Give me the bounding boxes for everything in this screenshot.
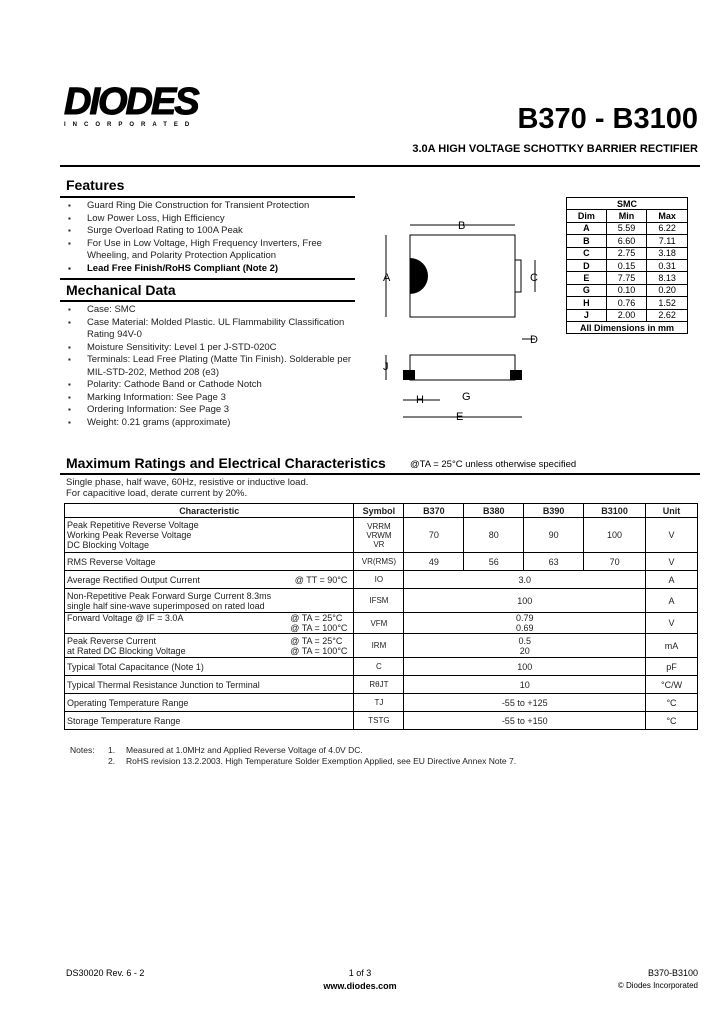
divider bbox=[60, 473, 700, 475]
characteristic: Peak Reverse Current at Rated DC Blocking Voltage bbox=[67, 635, 186, 656]
characteristic: Typical Total Capacitance (Note 1) bbox=[67, 661, 204, 672]
notes-label: Notes: bbox=[70, 745, 95, 755]
symbol-cell: VR(RMS) bbox=[354, 553, 404, 571]
dimension-cell: 2.75 bbox=[606, 247, 647, 259]
characteristic-cell bbox=[65, 571, 354, 589]
features-list bbox=[60, 200, 355, 275]
symbol-cell: IFSM bbox=[354, 589, 404, 613]
characteristic-cell bbox=[65, 613, 354, 634]
symbol-cell: RθJT bbox=[354, 676, 404, 694]
table-row bbox=[65, 694, 698, 712]
mechanical-item: ▪ Terminals: Lead Free Plating (Matte Tin Finish). Solderable per MIL-STD-202, Method 208 (e3) bbox=[60, 354, 355, 379]
dim-label-b: B bbox=[458, 220, 466, 232]
doc-number: DS30020 Rev. 6 - 2 bbox=[66, 968, 145, 978]
condition: @ TA = 25°C @ TA = 100°C bbox=[290, 635, 348, 656]
value-cell: 10 bbox=[404, 676, 646, 694]
dimension-cell: 0.31 bbox=[647, 259, 688, 271]
value-cell: 0.5 20 bbox=[404, 634, 646, 658]
svg-text:H: H bbox=[416, 394, 424, 406]
dimension-cell: 1.52 bbox=[647, 297, 688, 309]
logo-text: DIODES bbox=[64, 81, 198, 123]
characteristic: Storage Temperature Range bbox=[67, 715, 181, 726]
value-cell: 100 bbox=[404, 589, 646, 613]
svg-text:J: J bbox=[383, 361, 389, 373]
value-cell: 70 bbox=[584, 553, 646, 571]
dimension-cell: 7.11 bbox=[647, 235, 688, 247]
part-title: B370 - B3100 bbox=[517, 103, 698, 135]
dimension-cell: H bbox=[567, 297, 607, 309]
dimension-row bbox=[567, 235, 688, 247]
feature-item: ▪ Surge Overload Rating to 100A Peak bbox=[60, 225, 355, 238]
value-cell: 90 bbox=[524, 518, 584, 553]
symbol-cell: IRM bbox=[354, 634, 404, 658]
svg-text:C: C bbox=[530, 272, 538, 284]
dimension-cell: C bbox=[567, 247, 607, 259]
dimension-cell: 8.13 bbox=[647, 272, 688, 284]
dimension-cell: 0.10 bbox=[606, 284, 647, 296]
dimension-row bbox=[567, 259, 688, 271]
value-cell: 3.0 bbox=[404, 571, 646, 589]
table-row bbox=[65, 553, 698, 571]
value-cell: 63 bbox=[524, 553, 584, 571]
unit-cell: °C/W bbox=[646, 676, 698, 694]
copyright: © Diodes Incorporated bbox=[617, 981, 698, 990]
table-row bbox=[65, 676, 698, 694]
value-cell: -55 to +125 bbox=[404, 694, 646, 712]
symbol-cell: VFM bbox=[354, 613, 404, 634]
unit-cell: V bbox=[646, 613, 698, 634]
dimension-cell: 3.18 bbox=[647, 247, 688, 259]
unit-cell: °C bbox=[646, 712, 698, 730]
dimension-cell: 2.62 bbox=[647, 309, 688, 321]
value-cell: 70 bbox=[404, 518, 464, 553]
dimension-row bbox=[567, 222, 688, 234]
dimension-cell: G bbox=[567, 284, 607, 296]
col-header: Min bbox=[606, 210, 647, 222]
ratings-condition: @TA = 25°C unless otherwise specified bbox=[410, 459, 577, 470]
characteristic: Peak Repetitive Reverse Voltage Working Peak Reverse Voltage DC Blocking Voltage bbox=[67, 520, 199, 550]
col-header: Dim bbox=[567, 210, 607, 222]
note-text: Measured at 1.0MHz and Applied Reverse Voltage of 4.0V DC. bbox=[126, 745, 363, 755]
characteristic: Operating Temperature Range bbox=[67, 697, 189, 708]
unit-cell: pF bbox=[646, 658, 698, 676]
characteristic: Average Rectified Output Current bbox=[67, 574, 200, 585]
condition: @ TA = 25°C @ TA = 100°C bbox=[290, 613, 348, 633]
characteristic-cell bbox=[65, 676, 354, 694]
dimension-cell: 7.75 bbox=[606, 272, 647, 284]
notes-list bbox=[108, 745, 516, 767]
mechanical-item: ▪ Ordering Information: See Page 3 bbox=[60, 404, 355, 417]
value-cell: 100 bbox=[584, 518, 646, 553]
unit-cell: V bbox=[646, 518, 698, 553]
characteristic-cell bbox=[65, 658, 354, 676]
intro-line: For capacitive load, derate current by 20%. bbox=[66, 488, 248, 499]
unit-cell: mA bbox=[646, 634, 698, 658]
unit-cell: °C bbox=[646, 694, 698, 712]
value-cell: 100 bbox=[404, 658, 646, 676]
svg-text:G: G bbox=[462, 391, 471, 403]
characteristic-cell bbox=[65, 634, 354, 658]
dimension-row bbox=[567, 284, 688, 296]
mechanical-item: ▪ Case Material: Molded Plastic. UL Flammability Classification Rating 94V-0 bbox=[60, 317, 355, 342]
characteristic: Non-Repetitive Peak Forward Surge Current 8.3ms single half sine-wave superimposed on rated load bbox=[67, 590, 272, 611]
col-header: Characteristic bbox=[65, 504, 354, 518]
dimensions-table bbox=[566, 197, 688, 334]
dimension-cell: 0.20 bbox=[647, 284, 688, 296]
col-header: B390 bbox=[524, 504, 584, 518]
table-row bbox=[65, 712, 698, 730]
dimension-cell: 5.59 bbox=[606, 222, 647, 234]
symbol-cell: TJ bbox=[354, 694, 404, 712]
package-name: SMC bbox=[567, 198, 688, 210]
svg-text:A: A bbox=[383, 272, 391, 284]
dimension-cell: B bbox=[567, 235, 607, 247]
website-link[interactable]: www.diodes.com bbox=[323, 981, 397, 991]
characteristic-cell bbox=[65, 553, 354, 571]
col-header: B370 bbox=[404, 504, 464, 518]
mechanical-item: ▪ Polarity: Cathode Band or Cathode Notch bbox=[60, 379, 355, 392]
part-subtitle: 3.0A HIGH VOLTAGE SCHOTTKY BARRIER RECTIFIER bbox=[412, 143, 698, 155]
symbol-cell: IO bbox=[354, 571, 404, 589]
dimension-cell: 0.15 bbox=[606, 259, 647, 271]
col-header: Symbol bbox=[354, 504, 404, 518]
feature-item: ▪ Guard Ring Die Construction for Transient Protection bbox=[60, 200, 355, 213]
mechanical-item: ▪ Marking Information: See Page 3 bbox=[60, 392, 355, 405]
symbol-cell: C bbox=[354, 658, 404, 676]
mechanical-item: ▪ Case: SMC bbox=[60, 304, 355, 317]
page-number: 1 of 3 bbox=[348, 968, 372, 978]
condition: @ TT = 90°C bbox=[294, 574, 348, 585]
feature-item: ▪ Low Power Loss, High Efficiency bbox=[60, 213, 355, 226]
note-number: 2. bbox=[108, 756, 116, 766]
symbol-cell: TSTG bbox=[354, 712, 404, 730]
diodes-logo bbox=[64, 81, 229, 128]
dimension-cell: J bbox=[567, 309, 607, 321]
dimension-cell: 2.00 bbox=[606, 309, 647, 321]
col-header: Unit bbox=[646, 504, 698, 518]
svg-text:D: D bbox=[530, 334, 538, 346]
dimension-row bbox=[567, 309, 688, 321]
footer-part: B370-B3100 bbox=[647, 968, 698, 978]
feature-item: ▪ For Use in Low Voltage, High Frequency Inverters, Free Wheeling, and Polarity Protection Application bbox=[60, 238, 355, 263]
unit-cell: A bbox=[646, 589, 698, 613]
table-row bbox=[65, 518, 698, 553]
mechanical-list bbox=[60, 304, 355, 429]
divider bbox=[60, 278, 355, 280]
value-cell: 0.79 0.69 bbox=[404, 613, 646, 634]
characteristic-cell bbox=[65, 694, 354, 712]
mechanical-item: ▪ Weight: 0.21 grams (approximate) bbox=[60, 417, 355, 430]
package-outline-diagram bbox=[370, 205, 560, 435]
note-item bbox=[108, 745, 516, 756]
characteristic-cell bbox=[65, 712, 354, 730]
dimension-cell: 0.76 bbox=[606, 297, 647, 309]
characteristic: Forward Voltage @ IF = 3.0A bbox=[67, 613, 184, 623]
dimension-row bbox=[567, 247, 688, 259]
value-cell: 56 bbox=[464, 553, 524, 571]
dimension-row bbox=[567, 272, 688, 284]
characteristic-cell bbox=[65, 518, 354, 553]
col-header: B380 bbox=[464, 504, 524, 518]
table-row bbox=[65, 571, 698, 589]
svg-text:E: E bbox=[456, 411, 464, 423]
unit-cell: A bbox=[646, 571, 698, 589]
ratings-heading: Maximum Ratings and Electrical Characteristics bbox=[66, 455, 386, 471]
mechanical-heading: Mechanical Data bbox=[66, 282, 176, 298]
dimension-cell: 6.22 bbox=[647, 222, 688, 234]
note-item bbox=[108, 756, 516, 767]
characteristic: Typical Thermal Resistance Junction to Terminal bbox=[67, 679, 260, 690]
value-cell: 80 bbox=[464, 518, 524, 553]
table-row bbox=[65, 613, 698, 634]
dimensions-footer: All Dimensions in mm bbox=[567, 321, 688, 333]
note-text: RoHS revision 13.2.2003. High Temperature Solder Exemption Applied, see EU Directive Annex Note 7. bbox=[126, 756, 517, 766]
symbol-cell: VRRM VRWM VR bbox=[354, 518, 404, 553]
characteristic-cell bbox=[65, 589, 354, 613]
table-row bbox=[65, 634, 698, 658]
divider bbox=[60, 300, 355, 302]
dimension-cell: 6.60 bbox=[606, 235, 647, 247]
table-row bbox=[65, 658, 698, 676]
logo-subtext: INCORPORATED bbox=[64, 122, 197, 128]
divider bbox=[60, 165, 700, 167]
table-row bbox=[65, 589, 698, 613]
features-heading: Features bbox=[66, 177, 125, 193]
feature-item: ▪ Lead Free Finish/RoHS Compliant (Note 2) bbox=[60, 263, 355, 276]
value-cell: 49 bbox=[404, 553, 464, 571]
intro-line: Single phase, half wave, 60Hz, resistive or inductive load. bbox=[66, 477, 309, 488]
unit-cell: V bbox=[646, 553, 698, 571]
divider bbox=[60, 196, 355, 198]
dimension-row bbox=[567, 297, 688, 309]
mechanical-item: ▪ Moisture Sensitivity: Level 1 per J-STD-020C bbox=[60, 342, 355, 355]
characteristic: RMS Reverse Voltage bbox=[67, 556, 156, 567]
note-number: 1. bbox=[108, 745, 116, 755]
dimension-cell: D bbox=[567, 259, 607, 271]
dimension-cell: E bbox=[567, 272, 607, 284]
value-cell: -55 to +150 bbox=[404, 712, 646, 730]
ratings-table bbox=[64, 503, 698, 730]
col-header: B3100 bbox=[584, 504, 646, 518]
dimension-cell: A bbox=[567, 222, 607, 234]
col-header: Max bbox=[647, 210, 688, 222]
